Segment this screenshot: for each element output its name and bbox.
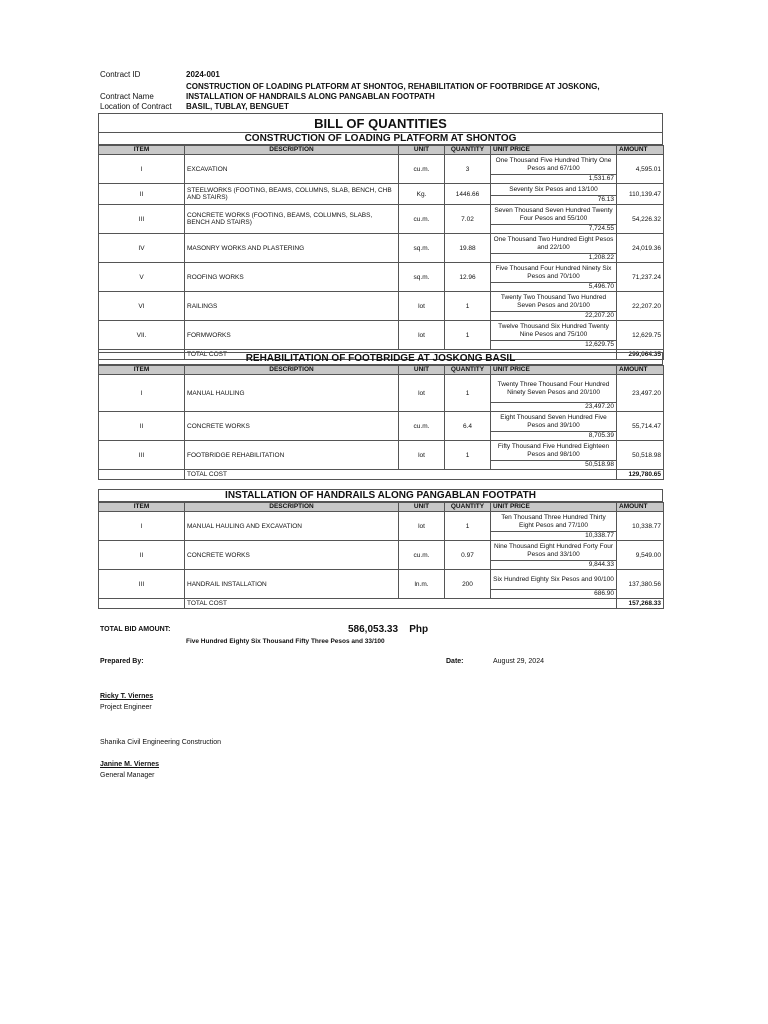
company-name: Shanika Civil Engineering Construction [100, 739, 222, 746]
quantity-cell: 1 [445, 375, 491, 412]
table-row [99, 570, 664, 590]
column-header: DESCRIPTION [185, 503, 399, 512]
contract-name: CONSTRUCTION OF LOADING PLATFORM AT SHONTOG, REHABILITATION OF FOOTBRIDGE AT JOSKONG, INSTALLATION OF HANDRAILS ALONG PANGABLAN FOOTPATH [186, 82, 600, 101]
section-title: CONSTRUCTION OF LOADING PLATFORM AT SHONTOG [98, 132, 663, 145]
table-row [99, 263, 664, 283]
contract-header [100, 70, 660, 112]
total-spacer [99, 599, 185, 609]
total-cost-row [99, 599, 664, 609]
unit-cell: lot [399, 375, 445, 412]
unit-price-words-cell: Twenty Two Thousand Two Hundred Seven Pesos and 20/100 [491, 292, 617, 312]
item-cell: III [99, 441, 185, 470]
item-cell: III [99, 570, 185, 599]
unit-price-words-cell: Fifty Thousand Five Hundred Eighteen Pesos and 98/100 [491, 441, 617, 461]
unit-price-cell: 76.13 [491, 196, 617, 205]
description-cell: MASONRY WORKS AND PLASTERING [185, 234, 399, 263]
table-header-row [99, 503, 664, 512]
description-cell: CONCRETE WORKS [185, 412, 399, 441]
unit-cell: Kg. [399, 184, 445, 205]
location-label: Location of Contract [100, 102, 172, 111]
item-cell: VI [99, 292, 185, 321]
table-row [99, 441, 664, 461]
quantity-cell: 0.97 [445, 541, 491, 570]
page-title: BILL OF QUANTITIES [98, 113, 663, 133]
unit-price-cell: 9,844.33 [491, 561, 617, 570]
table-row [99, 512, 664, 532]
table-row [99, 412, 664, 432]
section-2 [98, 352, 663, 480]
unit-cell: lot [399, 292, 445, 321]
boq-table [98, 145, 664, 360]
quantity-cell: 6.4 [445, 412, 491, 441]
item-cell: II [99, 541, 185, 570]
column-header: AMOUNT [617, 146, 664, 155]
table-row [99, 205, 664, 225]
total-cost-label: TOTAL COST [185, 350, 617, 360]
total-bid-amount [348, 624, 428, 635]
description-cell: RAILINGS [185, 292, 399, 321]
item-cell: III [99, 205, 185, 234]
amount-cell: 4,595.01 [617, 155, 664, 184]
boq-table [98, 365, 664, 480]
quantity-cell: 1 [445, 292, 491, 321]
total-bid-label: TOTAL BID AMOUNT: [100, 626, 171, 633]
quantity-cell: 3 [445, 155, 491, 184]
unit-cell: cu.m. [399, 412, 445, 441]
unit-price-cell: 22,207.20 [491, 312, 617, 321]
description-cell: MANUAL HAULING AND EXCAVATION [185, 512, 399, 541]
description-cell: MANUAL HAULING [185, 375, 399, 412]
unit-price-words-cell: One Thousand Five Hundred Thirty One Pesos and 67/100 [491, 155, 617, 175]
boq-title-box [98, 113, 663, 133]
unit-price-words-cell: Six Hundred Eighty Six Pesos and 90/100 [491, 570, 617, 590]
table-row [99, 234, 664, 254]
table-row [99, 541, 664, 561]
engineer-name: Ricky T. Viernes [100, 693, 154, 700]
section-3 [98, 489, 663, 609]
unit-price-cell: 50,518.98 [491, 461, 617, 470]
description-cell: CONCRETE WORKS (FOOTING, BEAMS, COLUMNS, SLABS, BENCH AND STAIRS) [185, 205, 399, 234]
table-header-row [99, 146, 664, 155]
table-row [99, 292, 664, 312]
amount-cell: 9,549.00 [617, 541, 664, 570]
contract-id: 2024-001 [186, 70, 220, 79]
unit-price-cell: 12,629.75 [491, 341, 617, 350]
description-cell: ROOFING WORKS [185, 263, 399, 292]
unit-cell: lot [399, 441, 445, 470]
table-row [99, 321, 664, 341]
column-header: QUANTITY [445, 146, 491, 155]
total-cost-label: TOTAL COST [185, 470, 617, 480]
total-cost-value: 157,268.33 [617, 599, 664, 609]
unit-cell: lot [399, 321, 445, 350]
total-bid-value: 586,053.33 [348, 624, 399, 635]
column-header: AMOUNT [617, 503, 664, 512]
unit-price-cell: 8,705.39 [491, 432, 617, 441]
amount-cell: 22,207.20 [617, 292, 664, 321]
amount-cell: 10,338.77 [617, 512, 664, 541]
column-header: QUANTITY [445, 503, 491, 512]
item-cell: II [99, 184, 185, 205]
description-cell: FOOTBRIDGE REHABILITATION [185, 441, 399, 470]
section-title: INSTALLATION OF HANDRAILS ALONG PANGABLAN FOOTPATH [98, 489, 663, 502]
amount-cell: 23,497.20 [617, 375, 664, 412]
total-bid-currency: Php [409, 624, 429, 635]
description-cell: EXCAVATION [185, 155, 399, 184]
description-cell: FORMWORKS [185, 321, 399, 350]
total-cost-value: 129,780.65 [617, 470, 664, 480]
location: BASIL, TUBLAY, BENGUET [186, 102, 289, 111]
unit-price-words-cell: Seventy Six Pesos and 13/100 [491, 184, 617, 196]
contract-name-label: Contract Name [100, 92, 154, 101]
unit-price-words-cell: Eight Thousand Seven Hundred Five Pesos and 39/100 [491, 412, 617, 432]
table-row [99, 375, 664, 403]
column-header: UNIT PRICE [491, 366, 617, 375]
column-header: QUANTITY [445, 366, 491, 375]
unit-price-cell: 7,724.55 [491, 225, 617, 234]
item-cell: I [99, 512, 185, 541]
item-cell: I [99, 155, 185, 184]
unit-price-words-cell: Five Thousand Four Hundred Ninety Six Pesos and 70/100 [491, 263, 617, 283]
column-header: ITEM [99, 366, 185, 375]
unit-cell: ln.m. [399, 570, 445, 599]
unit-price-cell: 1,531.67 [491, 175, 617, 184]
column-header: AMOUNT [617, 366, 664, 375]
item-cell: II [99, 412, 185, 441]
quantity-cell: 7.02 [445, 205, 491, 234]
column-header: UNIT [399, 503, 445, 512]
unit-price-words-cell: Ten Thousand Three Hundred Thirty Eight Pesos and 77/100 [491, 512, 617, 532]
total-cost-row [99, 470, 664, 480]
unit-price-words-cell: Twelve Thousand Six Hundred Twenty Nine Pesos and 75/100 [491, 321, 617, 341]
description-cell: HANDRAIL INSTALLATION [185, 570, 399, 599]
engineer-title: Project Engineer [100, 704, 152, 711]
unit-cell: sq.m. [399, 263, 445, 292]
quantity-cell: 1446.66 [445, 184, 491, 205]
column-header: ITEM [99, 503, 185, 512]
amount-cell: 12,629.75 [617, 321, 664, 350]
column-header: DESCRIPTION [185, 366, 399, 375]
unit-price-words-cell: Nine Thousand Eight Hundred Forty Four Pesos and 33/100 [491, 541, 617, 561]
unit-price-cell: 10,338.77 [491, 532, 617, 541]
column-header: ITEM [99, 146, 185, 155]
item-cell: V [99, 263, 185, 292]
amount-cell: 50,518.98 [617, 441, 664, 470]
section-1 [98, 132, 663, 360]
item-cell: VII. [99, 321, 185, 350]
unit-price-words-cell: Twenty Three Thousand Four Hundred Ninety Seven Pesos and 20/100 [491, 375, 617, 403]
total-bid-words: Five Hundred Eighty Six Thousand Fifty Three Pesos and 33/100 [186, 638, 385, 645]
unit-price-cell: 1,208.22 [491, 254, 617, 263]
column-header: UNIT [399, 146, 445, 155]
section-title: REHABILITATION OF FOOTBRIDGE AT JOSKONG BASIL [98, 352, 663, 365]
amount-cell: 110,139.47 [617, 184, 664, 205]
unit-price-cell: 23,497.20 [491, 403, 617, 412]
unit-cell: cu.m. [399, 541, 445, 570]
quantity-cell: 12.96 [445, 263, 491, 292]
item-cell: I [99, 375, 185, 412]
unit-price-words-cell: Seven Thousand Seven Hundred Twenty Four Pesos and 55/100 [491, 205, 617, 225]
manager-title: General Manager [100, 772, 155, 779]
total-cost-label: TOTAL COST [185, 599, 617, 609]
unit-cell: cu.m. [399, 205, 445, 234]
unit-cell: cu.m. [399, 155, 445, 184]
quantity-cell: 1 [445, 512, 491, 541]
description-cell: STEELWORKS (FOOTING, BEAMS, COLUMNS, SLAB, BENCH, CHB AND STAIRS) [185, 184, 399, 205]
column-header: DESCRIPTION [185, 146, 399, 155]
total-spacer [99, 470, 185, 480]
prepared-by-label: Prepared By: [100, 658, 144, 665]
quantity-cell: 200 [445, 570, 491, 599]
amount-cell: 24,019.36 [617, 234, 664, 263]
item-cell: IV [99, 234, 185, 263]
date-value: August 29, 2024 [493, 658, 544, 665]
column-header: UNIT PRICE [491, 146, 617, 155]
contract-id-label: Contract ID [100, 70, 141, 79]
total-cost-value: 299,064.35 [617, 350, 664, 360]
table-header-row [99, 366, 664, 375]
boq-table [98, 502, 664, 609]
unit-cell: sq.m. [399, 234, 445, 263]
table-row [99, 184, 664, 196]
amount-cell: 71,237.24 [617, 263, 664, 292]
unit-price-cell: 686.90 [491, 590, 617, 599]
manager-name: Janine M. Viernes [100, 761, 160, 768]
date-label: Date: [446, 658, 464, 665]
quantity-cell: 1 [445, 441, 491, 470]
amount-cell: 137,380.56 [617, 570, 664, 599]
table-row [99, 155, 664, 175]
unit-price-words-cell: One Thousand Two Hundred Eight Pesos and 22/100 [491, 234, 617, 254]
quantity-cell: 1 [445, 321, 491, 350]
amount-cell: 55,714.47 [617, 412, 664, 441]
column-header: UNIT PRICE [491, 503, 617, 512]
unit-cell: lot [399, 512, 445, 541]
unit-price-cell: 5,496.70 [491, 283, 617, 292]
quantity-cell: 19.88 [445, 234, 491, 263]
column-header: UNIT [399, 366, 445, 375]
amount-cell: 54,226.32 [617, 205, 664, 234]
description-cell: CONCRETE WORKS [185, 541, 399, 570]
